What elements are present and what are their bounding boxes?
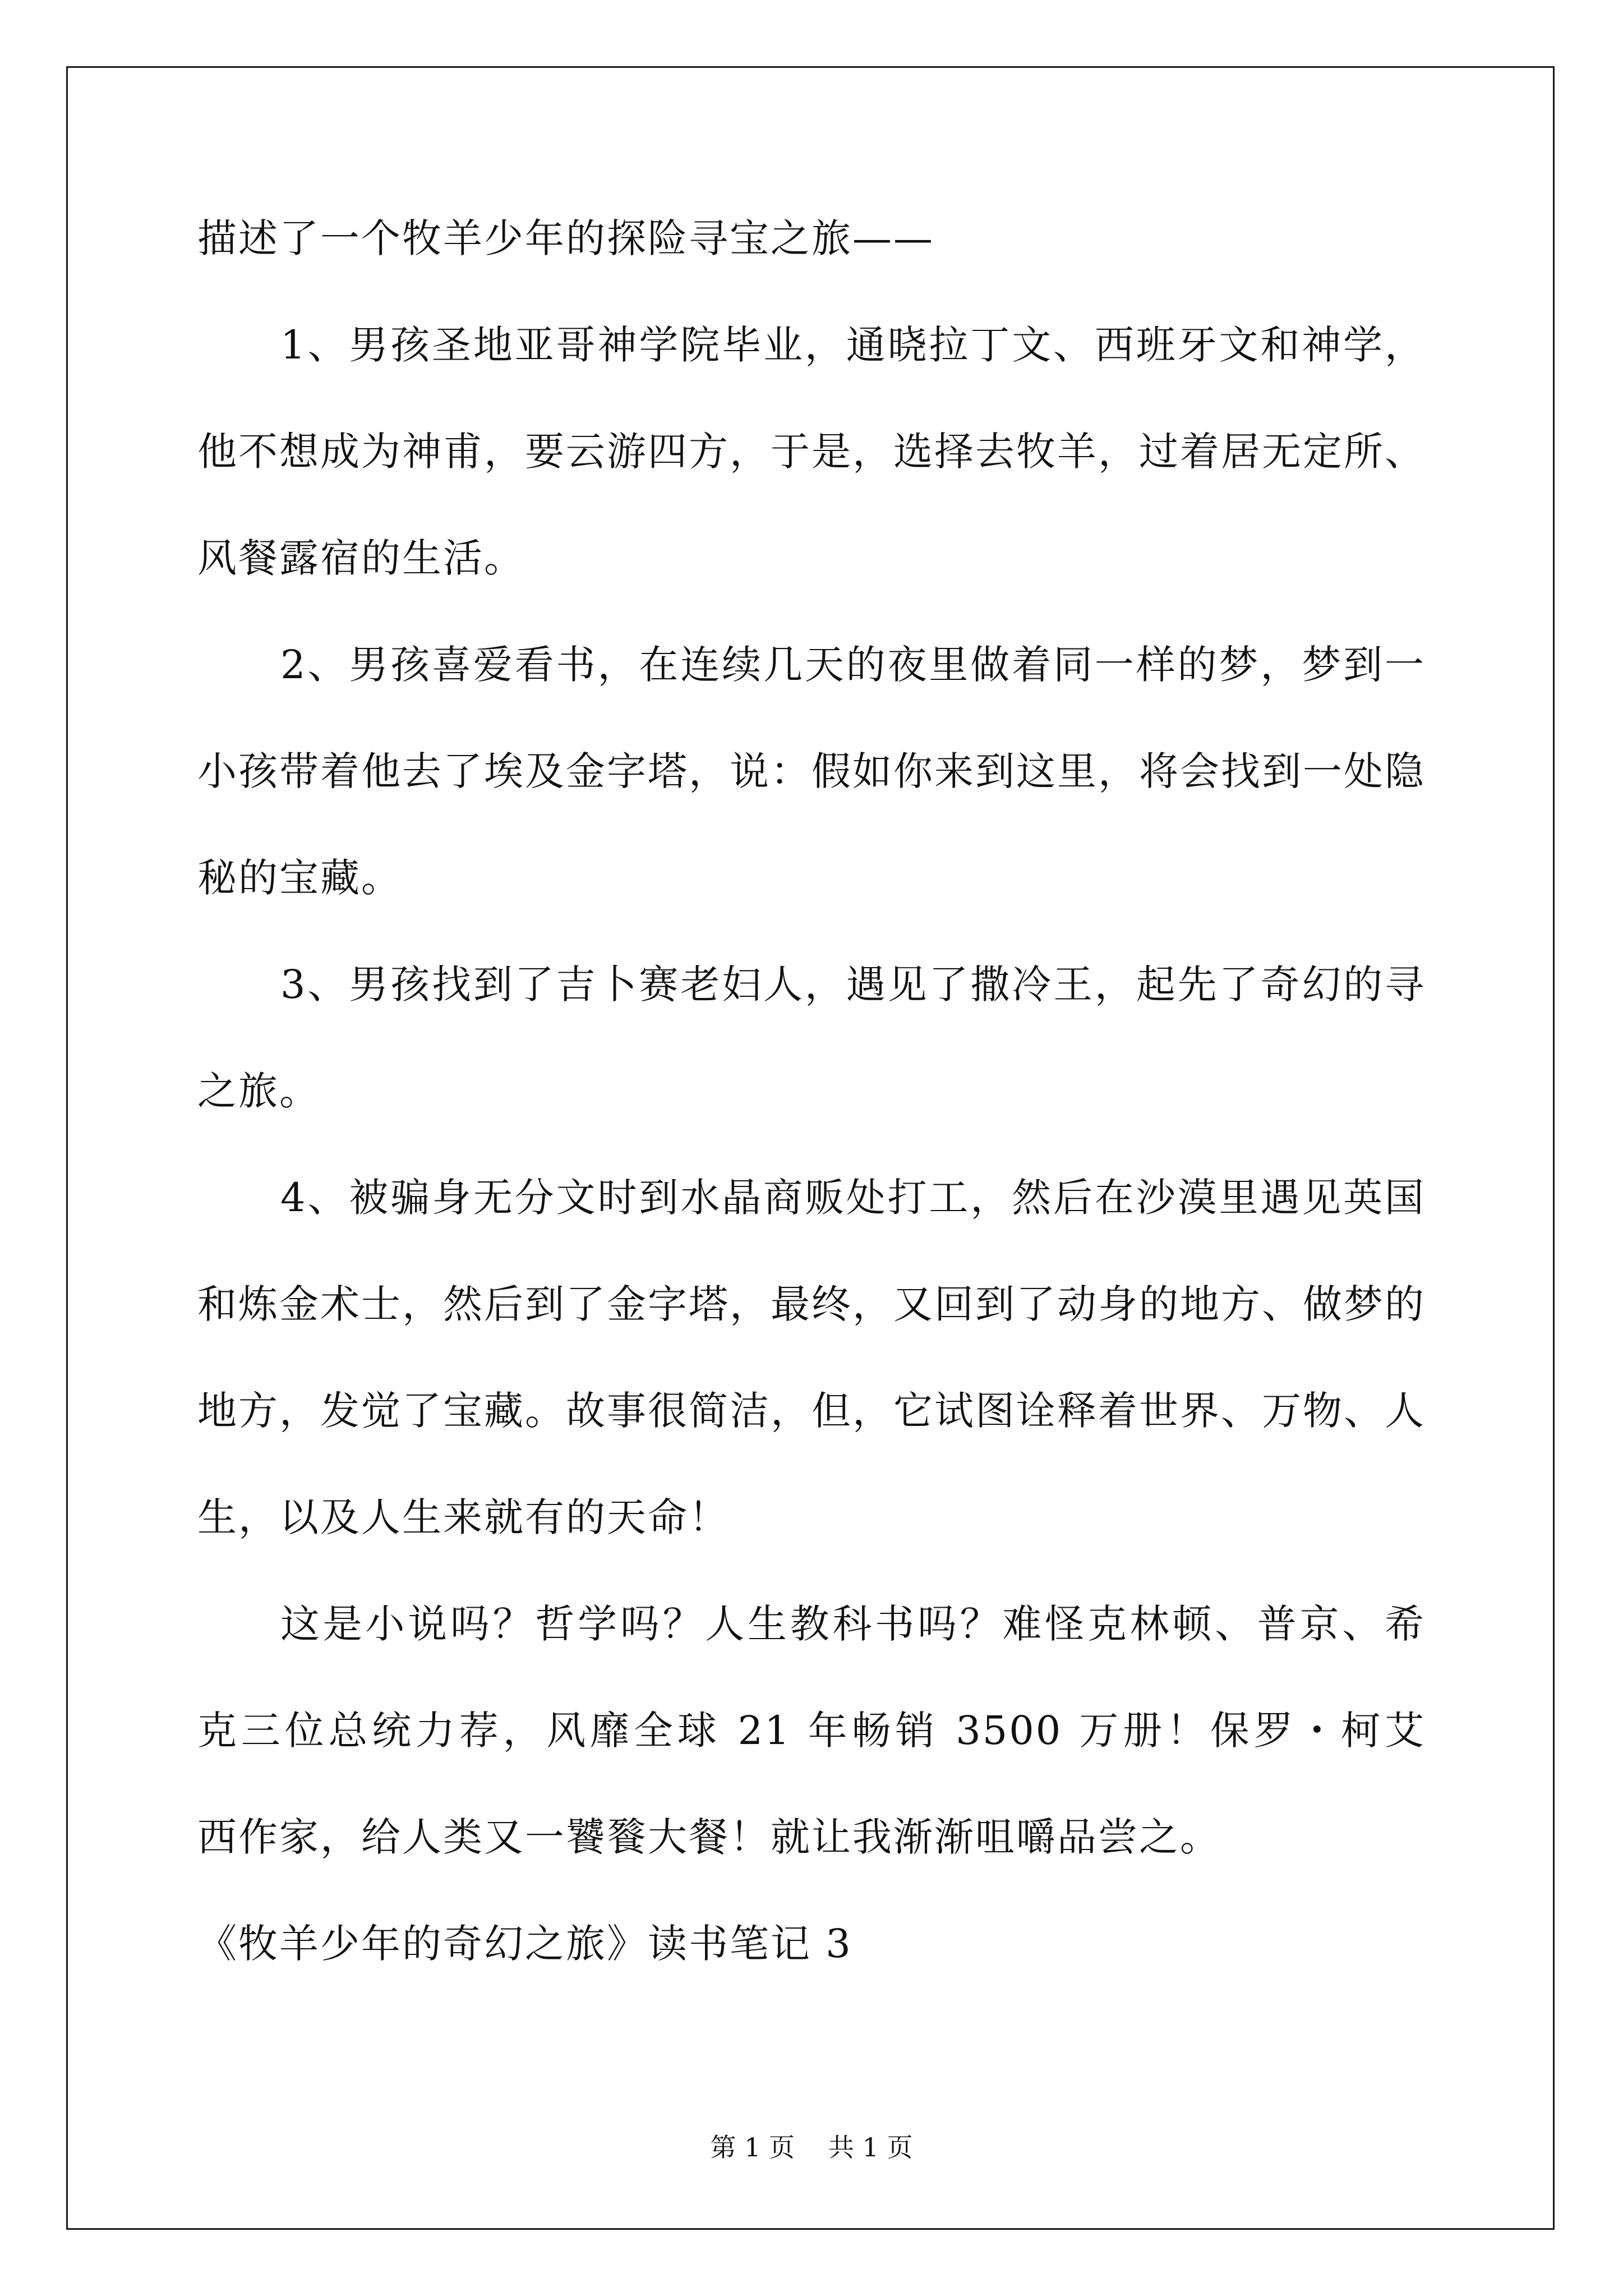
- text-line: 和炼金术士，然后到了金字塔，最终，又回到了动身的地方、做梦的: [197, 1281, 1426, 1327]
- text-line: 他不想成为神甫，要云游四方，于是，选择去牧羊，过着居无定所、: [197, 429, 1426, 475]
- text-line: 之旅。: [197, 1068, 320, 1114]
- document-body: [197, 185, 1426, 1997]
- text-line: 秘的宝藏。: [197, 855, 402, 901]
- text-line: 地方，发觉了宝藏。故事很简洁，但，它试图诠释着世界、万物、人: [197, 1388, 1426, 1434]
- text-line: 3、男孩找到了吉卜赛老妇人，遇见了撒冷王，起先了奇幻的寻: [280, 961, 1426, 1007]
- text-line: 4、被骗身无分文时到水晶商贩处打工，然后在沙漠里遇见英国: [280, 1175, 1426, 1221]
- text-line: 这是小说吗？哲学吗？人生教科书吗？难怪克林顿、普京、希: [280, 1601, 1426, 1647]
- text-line: 小孩带着他去了埃及金字塔，说：假如你来到这里，将会找到一处隐: [197, 748, 1426, 794]
- section-heading: 《牧羊少年的奇幻之旅》读书笔记 3: [197, 1921, 852, 1967]
- text-line: 克三位总统力荐，风靡全球 21 年畅销 3500 万册！保罗・柯艾: [197, 1708, 1426, 1754]
- page-total: 共 1 页: [828, 2132, 913, 2162]
- text-line: 1、男孩圣地亚哥神学院毕业，通晓拉丁文、西班牙文和神学，: [280, 322, 1426, 368]
- text-line: 描述了一个牧羊少年的探险寻宝之旅——: [197, 215, 934, 261]
- text-line: 风餐露宿的生活。: [197, 535, 525, 581]
- text-line: 2、男孩喜爱看书，在连续几天的夜里做着同一样的梦，梦到一: [280, 642, 1426, 688]
- page-footer: [0, 2131, 1623, 2164]
- text-line: 西作家，给人类又一饕餮大餐！就让我渐渐咀嚼品尝之。: [197, 1814, 1221, 1860]
- page-number: 第 1 页: [710, 2132, 795, 2162]
- text-line: 生，以及人生来就有的天命！: [197, 1494, 730, 1540]
